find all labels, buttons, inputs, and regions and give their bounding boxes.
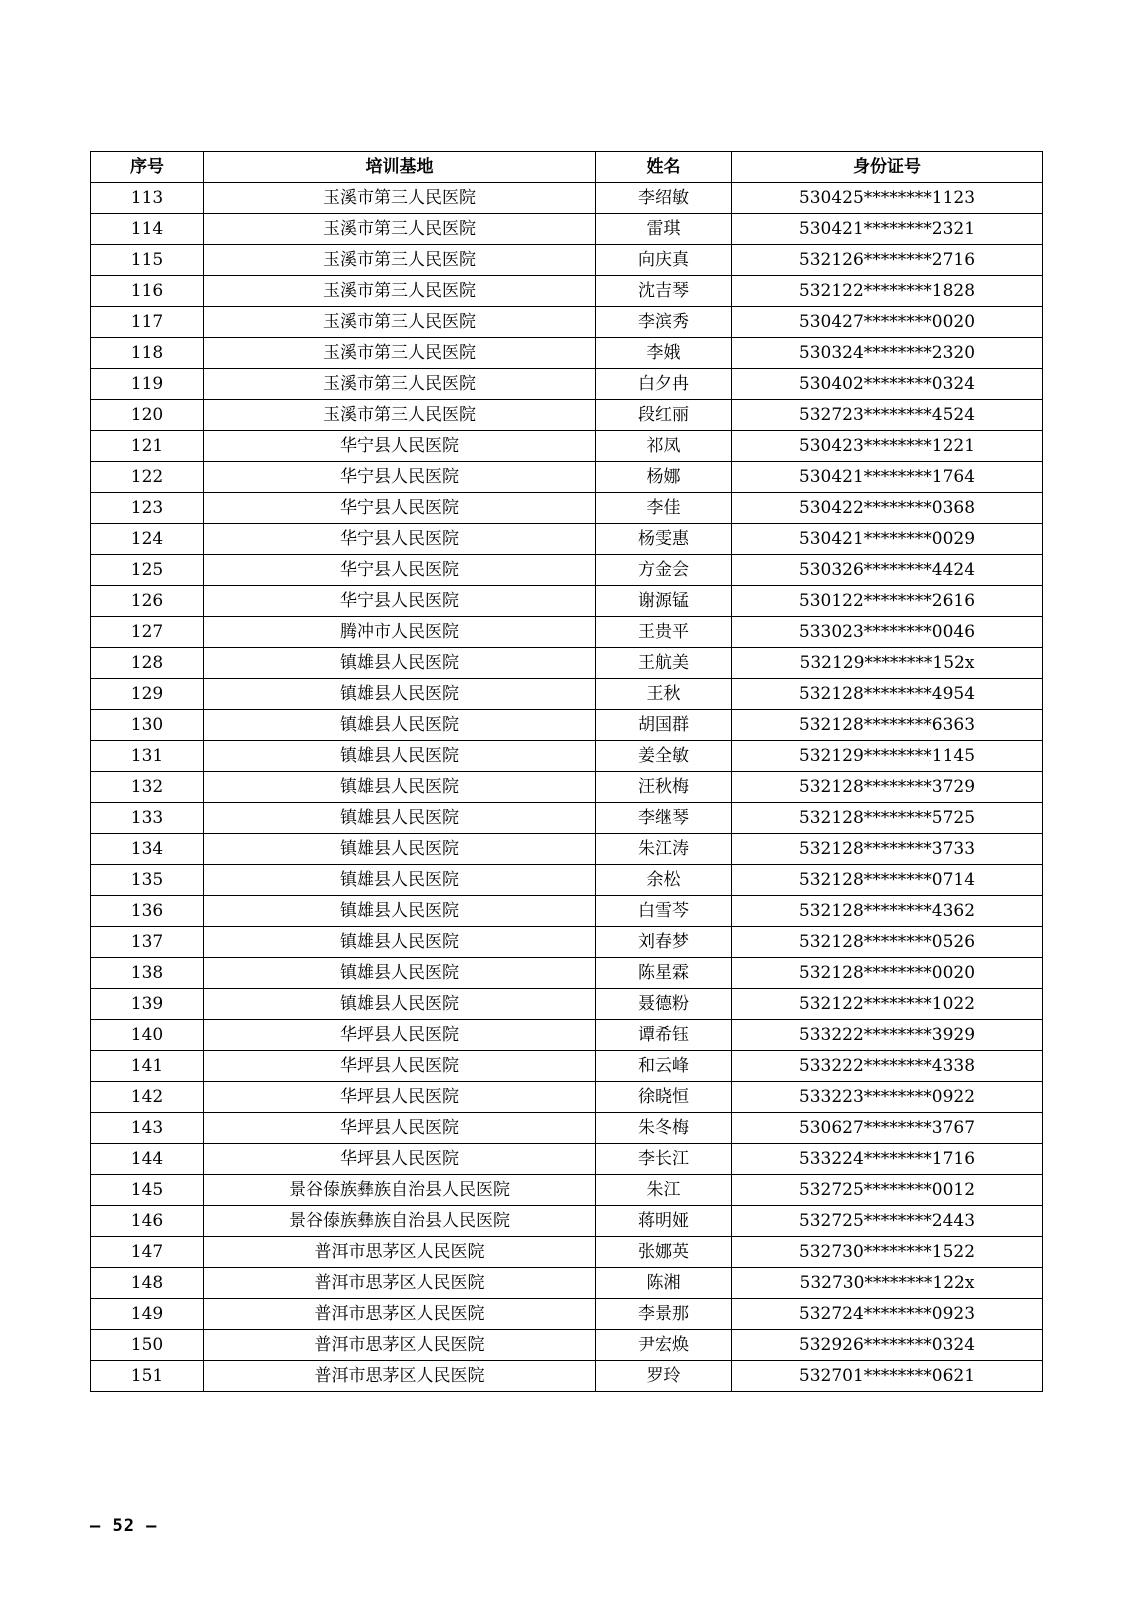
cell-id-number: 532926********0324 bbox=[732, 1330, 1043, 1361]
page-number: – 52 – bbox=[90, 1516, 158, 1536]
table-row bbox=[91, 927, 1043, 958]
cell-id-number: 532701********0621 bbox=[732, 1361, 1043, 1392]
cell-name: 罗玲 bbox=[596, 1361, 732, 1392]
cell-index: 143 bbox=[91, 1113, 204, 1144]
cell-id-number: 532730********1522 bbox=[732, 1237, 1043, 1268]
table-row bbox=[91, 524, 1043, 555]
cell-training-base: 镇雄县人民医院 bbox=[204, 958, 596, 989]
table-row bbox=[91, 1268, 1043, 1299]
cell-index: 135 bbox=[91, 865, 204, 896]
cell-name: 陈星霖 bbox=[596, 958, 732, 989]
cell-name: 白夕冉 bbox=[596, 369, 732, 400]
cell-index: 141 bbox=[91, 1051, 204, 1082]
cell-name: 张娜英 bbox=[596, 1237, 732, 1268]
header-id-number: 身份证号 bbox=[732, 152, 1043, 183]
cell-training-base: 玉溪市第三人民医院 bbox=[204, 369, 596, 400]
cell-index: 126 bbox=[91, 586, 204, 617]
cell-name: 李佳 bbox=[596, 493, 732, 524]
cell-training-base: 玉溪市第三人民医院 bbox=[204, 307, 596, 338]
cell-training-base: 普洱市思茅区人民医院 bbox=[204, 1361, 596, 1392]
cell-index: 132 bbox=[91, 772, 204, 803]
table-row bbox=[91, 214, 1043, 245]
cell-id-number: 530122********2616 bbox=[732, 586, 1043, 617]
cell-id-number: 532128********4954 bbox=[732, 679, 1043, 710]
cell-name: 朱冬梅 bbox=[596, 1113, 732, 1144]
table-row bbox=[91, 1299, 1043, 1330]
table-row bbox=[91, 493, 1043, 524]
table-row bbox=[91, 183, 1043, 214]
cell-training-base: 玉溪市第三人民医院 bbox=[204, 400, 596, 431]
cell-name: 尹宏焕 bbox=[596, 1330, 732, 1361]
cell-training-base: 镇雄县人民医院 bbox=[204, 834, 596, 865]
cell-id-number: 530421********0029 bbox=[732, 524, 1043, 555]
cell-name: 杨娜 bbox=[596, 462, 732, 493]
table-row bbox=[91, 431, 1043, 462]
table-row bbox=[91, 462, 1043, 493]
cell-index: 127 bbox=[91, 617, 204, 648]
cell-index: 121 bbox=[91, 431, 204, 462]
cell-training-base: 景谷傣族彝族自治县人民医院 bbox=[204, 1175, 596, 1206]
cell-name: 和云峰 bbox=[596, 1051, 732, 1082]
cell-index: 140 bbox=[91, 1020, 204, 1051]
cell-name: 胡国群 bbox=[596, 710, 732, 741]
cell-id-number: 532730********122x bbox=[732, 1268, 1043, 1299]
cell-training-base: 镇雄县人民医院 bbox=[204, 989, 596, 1020]
cell-training-base: 华宁县人民医院 bbox=[204, 493, 596, 524]
cell-id-number: 530324********2320 bbox=[732, 338, 1043, 369]
table-row bbox=[91, 369, 1043, 400]
cell-training-base: 华宁县人民医院 bbox=[204, 524, 596, 555]
table-row bbox=[91, 1113, 1043, 1144]
cell-training-base: 镇雄县人民医院 bbox=[204, 710, 596, 741]
cell-id-number: 530326********4424 bbox=[732, 555, 1043, 586]
cell-training-base: 华坪县人民医院 bbox=[204, 1144, 596, 1175]
table-row bbox=[91, 741, 1043, 772]
table-row bbox=[91, 958, 1043, 989]
cell-training-base: 镇雄县人民医院 bbox=[204, 803, 596, 834]
cell-training-base: 镇雄县人民医院 bbox=[204, 679, 596, 710]
cell-index: 129 bbox=[91, 679, 204, 710]
cell-training-base: 华坪县人民医院 bbox=[204, 1020, 596, 1051]
cell-id-number: 532128********3733 bbox=[732, 834, 1043, 865]
cell-name: 王贵平 bbox=[596, 617, 732, 648]
cell-training-base: 玉溪市第三人民医院 bbox=[204, 183, 596, 214]
cell-id-number: 533222********3929 bbox=[732, 1020, 1043, 1051]
cell-id-number: 533223********0922 bbox=[732, 1082, 1043, 1113]
table-row bbox=[91, 772, 1043, 803]
cell-index: 145 bbox=[91, 1175, 204, 1206]
cell-name: 白雪芩 bbox=[596, 896, 732, 927]
cell-id-number: 532126********2716 bbox=[732, 245, 1043, 276]
cell-name: 汪秋梅 bbox=[596, 772, 732, 803]
cell-training-base: 玉溪市第三人民医院 bbox=[204, 276, 596, 307]
table-row bbox=[91, 400, 1043, 431]
cell-name: 雷琪 bbox=[596, 214, 732, 245]
cell-name: 李娥 bbox=[596, 338, 732, 369]
table-row bbox=[91, 679, 1043, 710]
cell-name: 李滨秀 bbox=[596, 307, 732, 338]
table-row bbox=[91, 1361, 1043, 1392]
cell-id-number: 532128********0526 bbox=[732, 927, 1043, 958]
cell-index: 136 bbox=[91, 896, 204, 927]
cell-training-base: 玉溪市第三人民医院 bbox=[204, 245, 596, 276]
cell-index: 149 bbox=[91, 1299, 204, 1330]
cell-id-number: 532128********6363 bbox=[732, 710, 1043, 741]
cell-name: 聂德粉 bbox=[596, 989, 732, 1020]
cell-index: 144 bbox=[91, 1144, 204, 1175]
cell-name: 沈吉琴 bbox=[596, 276, 732, 307]
cell-training-base: 镇雄县人民医院 bbox=[204, 772, 596, 803]
table-row bbox=[91, 803, 1043, 834]
cell-index: 117 bbox=[91, 307, 204, 338]
cell-id-number: 530402********0324 bbox=[732, 369, 1043, 400]
cell-name: 李继琴 bbox=[596, 803, 732, 834]
cell-name: 谢源锰 bbox=[596, 586, 732, 617]
cell-id-number: 530421********1764 bbox=[732, 462, 1043, 493]
table-row bbox=[91, 1330, 1043, 1361]
cell-index: 115 bbox=[91, 245, 204, 276]
cell-id-number: 532128********0020 bbox=[732, 958, 1043, 989]
cell-name: 谭希钰 bbox=[596, 1020, 732, 1051]
cell-name: 向庆真 bbox=[596, 245, 732, 276]
cell-training-base: 镇雄县人民医院 bbox=[204, 741, 596, 772]
cell-index: 139 bbox=[91, 989, 204, 1020]
cell-name: 刘春梦 bbox=[596, 927, 732, 958]
header-name: 姓名 bbox=[596, 152, 732, 183]
cell-id-number: 530421********2321 bbox=[732, 214, 1043, 245]
cell-id-number: 533224********1716 bbox=[732, 1144, 1043, 1175]
cell-training-base: 华宁县人民医院 bbox=[204, 586, 596, 617]
cell-id-number: 532129********1145 bbox=[732, 741, 1043, 772]
cell-training-base: 镇雄县人民医院 bbox=[204, 865, 596, 896]
cell-training-base: 景谷傣族彝族自治县人民医院 bbox=[204, 1206, 596, 1237]
cell-name: 方金会 bbox=[596, 555, 732, 586]
table-header-row bbox=[91, 152, 1043, 183]
cell-id-number: 530627********3767 bbox=[732, 1113, 1043, 1144]
table-row bbox=[91, 307, 1043, 338]
cell-training-base: 华坪县人民医院 bbox=[204, 1051, 596, 1082]
cell-id-number: 532128********0714 bbox=[732, 865, 1043, 896]
table-row bbox=[91, 834, 1043, 865]
cell-training-base: 华宁县人民医院 bbox=[204, 431, 596, 462]
cell-index: 125 bbox=[91, 555, 204, 586]
cell-id-number: 532129********152x bbox=[732, 648, 1043, 679]
cell-index: 147 bbox=[91, 1237, 204, 1268]
cell-id-number: 532725********2443 bbox=[732, 1206, 1043, 1237]
cell-index: 131 bbox=[91, 741, 204, 772]
header-training-base: 培训基地 bbox=[204, 152, 596, 183]
cell-index: 133 bbox=[91, 803, 204, 834]
cell-index: 138 bbox=[91, 958, 204, 989]
cell-training-base: 普洱市思茅区人民医院 bbox=[204, 1237, 596, 1268]
cell-id-number: 530425********1123 bbox=[732, 183, 1043, 214]
table-row bbox=[91, 1051, 1043, 1082]
cell-id-number: 530423********1221 bbox=[732, 431, 1043, 462]
cell-index: 120 bbox=[91, 400, 204, 431]
table-row bbox=[91, 1206, 1043, 1237]
cell-index: 142 bbox=[91, 1082, 204, 1113]
table-body bbox=[91, 183, 1043, 1392]
table-row bbox=[91, 1144, 1043, 1175]
table-row bbox=[91, 586, 1043, 617]
table-row bbox=[91, 1175, 1043, 1206]
cell-index: 146 bbox=[91, 1206, 204, 1237]
cell-index: 113 bbox=[91, 183, 204, 214]
table-row bbox=[91, 1082, 1043, 1113]
cell-index: 134 bbox=[91, 834, 204, 865]
cell-index: 122 bbox=[91, 462, 204, 493]
cell-index: 151 bbox=[91, 1361, 204, 1392]
cell-name: 李景那 bbox=[596, 1299, 732, 1330]
cell-id-number: 532723********4524 bbox=[732, 400, 1043, 431]
cell-name: 徐晓恒 bbox=[596, 1082, 732, 1113]
cell-id-number: 530427********0020 bbox=[732, 307, 1043, 338]
cell-index: 124 bbox=[91, 524, 204, 555]
cell-id-number: 532128********4362 bbox=[732, 896, 1043, 927]
table-row bbox=[91, 338, 1043, 369]
cell-training-base: 镇雄县人民医院 bbox=[204, 896, 596, 927]
cell-training-base: 镇雄县人民医院 bbox=[204, 927, 596, 958]
table-row bbox=[91, 710, 1043, 741]
table-row bbox=[91, 555, 1043, 586]
cell-training-base: 华宁县人民医院 bbox=[204, 555, 596, 586]
cell-index: 119 bbox=[91, 369, 204, 400]
cell-id-number: 530422********0368 bbox=[732, 493, 1043, 524]
cell-id-number: 533023********0046 bbox=[732, 617, 1043, 648]
cell-training-base: 普洱市思茅区人民医院 bbox=[204, 1330, 596, 1361]
table-row bbox=[91, 865, 1043, 896]
cell-training-base: 华宁县人民医院 bbox=[204, 462, 596, 493]
cell-index: 116 bbox=[91, 276, 204, 307]
cell-name: 段红丽 bbox=[596, 400, 732, 431]
cell-id-number: 532725********0012 bbox=[732, 1175, 1043, 1206]
cell-id-number: 532128********5725 bbox=[732, 803, 1043, 834]
cell-name: 李绍敏 bbox=[596, 183, 732, 214]
cell-name: 朱江涛 bbox=[596, 834, 732, 865]
table-row bbox=[91, 1237, 1043, 1268]
cell-training-base: 玉溪市第三人民医院 bbox=[204, 214, 596, 245]
table-row bbox=[91, 245, 1043, 276]
cell-index: 128 bbox=[91, 648, 204, 679]
cell-name: 李长江 bbox=[596, 1144, 732, 1175]
cell-name: 姜全敏 bbox=[596, 741, 732, 772]
table-row bbox=[91, 989, 1043, 1020]
cell-id-number: 532128********3729 bbox=[732, 772, 1043, 803]
cell-index: 137 bbox=[91, 927, 204, 958]
cell-index: 118 bbox=[91, 338, 204, 369]
header-index: 序号 bbox=[91, 152, 204, 183]
table-row bbox=[91, 1020, 1043, 1051]
cell-training-base: 华坪县人民医院 bbox=[204, 1113, 596, 1144]
cell-id-number: 532122********1828 bbox=[732, 276, 1043, 307]
cell-name: 陈湘 bbox=[596, 1268, 732, 1299]
cell-name: 杨雯惠 bbox=[596, 524, 732, 555]
cell-training-base: 腾冲市人民医院 bbox=[204, 617, 596, 648]
cell-training-base: 华坪县人民医院 bbox=[204, 1082, 596, 1113]
cell-training-base: 普洱市思茅区人民医院 bbox=[204, 1299, 596, 1330]
cell-name: 王秋 bbox=[596, 679, 732, 710]
cell-name: 蒋明娅 bbox=[596, 1206, 732, 1237]
cell-index: 123 bbox=[91, 493, 204, 524]
cell-index: 130 bbox=[91, 710, 204, 741]
table-row bbox=[91, 896, 1043, 927]
cell-id-number: 533222********4338 bbox=[732, 1051, 1043, 1082]
cell-id-number: 532724********0923 bbox=[732, 1299, 1043, 1330]
cell-name: 朱江 bbox=[596, 1175, 732, 1206]
table-row bbox=[91, 276, 1043, 307]
table-row bbox=[91, 617, 1043, 648]
table-row bbox=[91, 648, 1043, 679]
cell-training-base: 镇雄县人民医院 bbox=[204, 648, 596, 679]
cell-index: 148 bbox=[91, 1268, 204, 1299]
cell-name: 余松 bbox=[596, 865, 732, 896]
cell-index: 150 bbox=[91, 1330, 204, 1361]
cell-training-base: 普洱市思茅区人民医院 bbox=[204, 1268, 596, 1299]
cell-id-number: 532122********1022 bbox=[732, 989, 1043, 1020]
cell-name: 祁凤 bbox=[596, 431, 732, 462]
cell-name: 王航美 bbox=[596, 648, 732, 679]
cell-index: 114 bbox=[91, 214, 204, 245]
trainee-table bbox=[90, 151, 1043, 1392]
cell-training-base: 玉溪市第三人民医院 bbox=[204, 338, 596, 369]
